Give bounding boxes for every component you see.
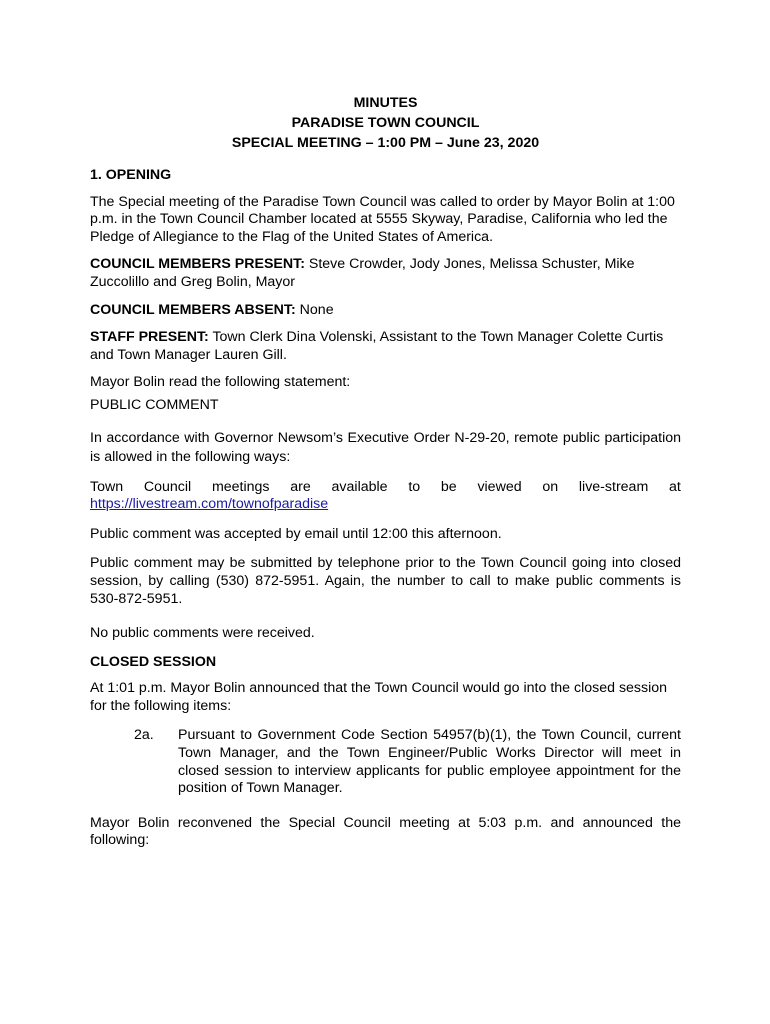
livestream-word: Town bbox=[90, 478, 124, 495]
livestream-word: live-stream bbox=[578, 478, 649, 495]
statement-intro: Mayor Bolin read the following statement: bbox=[90, 374, 351, 391]
item-number: 2a. bbox=[134, 727, 154, 744]
livestream-link[interactable]: https://livestream.com/townofparadise bbox=[90, 496, 329, 513]
staff-present bbox=[90, 329, 681, 364]
document-title bbox=[90, 93, 681, 153]
livestream-line bbox=[90, 479, 681, 497]
livestream-word: Council bbox=[143, 478, 192, 495]
staff-present-label: STAFF PRESENT: bbox=[90, 329, 209, 346]
members-present bbox=[90, 256, 681, 291]
phone-comment-paragraph: Public comment may be submitted by telephone prior to the Town Council going into closed session, by calling (530) 872-5951. Again, the number to call to make public comments is 530-872-5951. bbox=[90, 555, 681, 607]
livestream-word: at bbox=[669, 478, 681, 495]
reconvene-paragraph: Mayor Bolin reconvened the Special Council meeting at 5:03 p.m. and announced the following: bbox=[90, 814, 681, 849]
closed-session-heading: CLOSED SESSION bbox=[90, 653, 217, 670]
members-present-text: Steve Crowder, Jody Jones, Melissa Schuster, Mike Zuccolillo and Greg Bolin, Mayor bbox=[90, 256, 635, 290]
title-council: PARADISE TOWN COUNCIL bbox=[291, 115, 480, 131]
document-body bbox=[90, 93, 681, 860]
members-absent-label: COUNCIL MEMBERS ABSENT: bbox=[90, 301, 296, 318]
closed-session-item bbox=[90, 727, 681, 797]
members-present-label: COUNCIL MEMBERS PRESENT: bbox=[90, 256, 305, 273]
livestream-word: meetings bbox=[211, 478, 270, 495]
item-text: Pursuant to Government Code Section 54957(b)(1), the Town Council, current Town Manager, and the Town Engineer/Public Works Director will meet in closed session to interview applicants for public employee appointment for the position of Town Manager. bbox=[178, 727, 681, 797]
closed-session-intro: At 1:01 p.m. Mayor Bolin announced that the Town Council would go into the closed session for the following items: bbox=[90, 680, 668, 714]
livestream-word: viewed bbox=[477, 478, 522, 495]
livestream-paragraph bbox=[90, 479, 681, 514]
livestream-word: to bbox=[408, 478, 421, 495]
members-absent bbox=[90, 302, 681, 320]
members-absent-text: None bbox=[295, 301, 334, 318]
livestream-word: are bbox=[290, 478, 311, 495]
title-minutes: MINUTES bbox=[353, 95, 418, 111]
executive-order-paragraph: In accordance with Governor Newsom’s Executive Order N-29-20, remote public participation is allowed in the following ways: bbox=[90, 429, 681, 465]
title-meeting: SPECIAL MEETING – 1:00 PM – June 23, 2020 bbox=[231, 135, 540, 151]
no-comments-paragraph: No public comments were received. bbox=[90, 625, 315, 642]
public-comment-heading: PUBLIC COMMENT bbox=[90, 396, 219, 413]
section-opening-heading: 1. OPENING bbox=[90, 167, 172, 183]
livestream-word: on bbox=[542, 478, 559, 495]
opening-paragraph: The Special meeting of the Paradise Town Council was called to order by Mayor Bolin at 1:00 p.m. in the Town Council Chamber located at 5555 Skyway, Paradise, California who led the Pledge of Allegiance to the Flag of the United States of America. bbox=[90, 193, 675, 245]
livestream-word: be bbox=[440, 478, 457, 495]
livestream-word: available bbox=[331, 478, 388, 495]
email-comment-paragraph: Public comment was accepted by email until 12:00 this afternoon. bbox=[90, 525, 502, 542]
staff-present-text: Town Clerk Dina Volenski, Assistant to the Town Manager Colette Curtis and Town Manager Lauren Gill. bbox=[90, 329, 664, 363]
